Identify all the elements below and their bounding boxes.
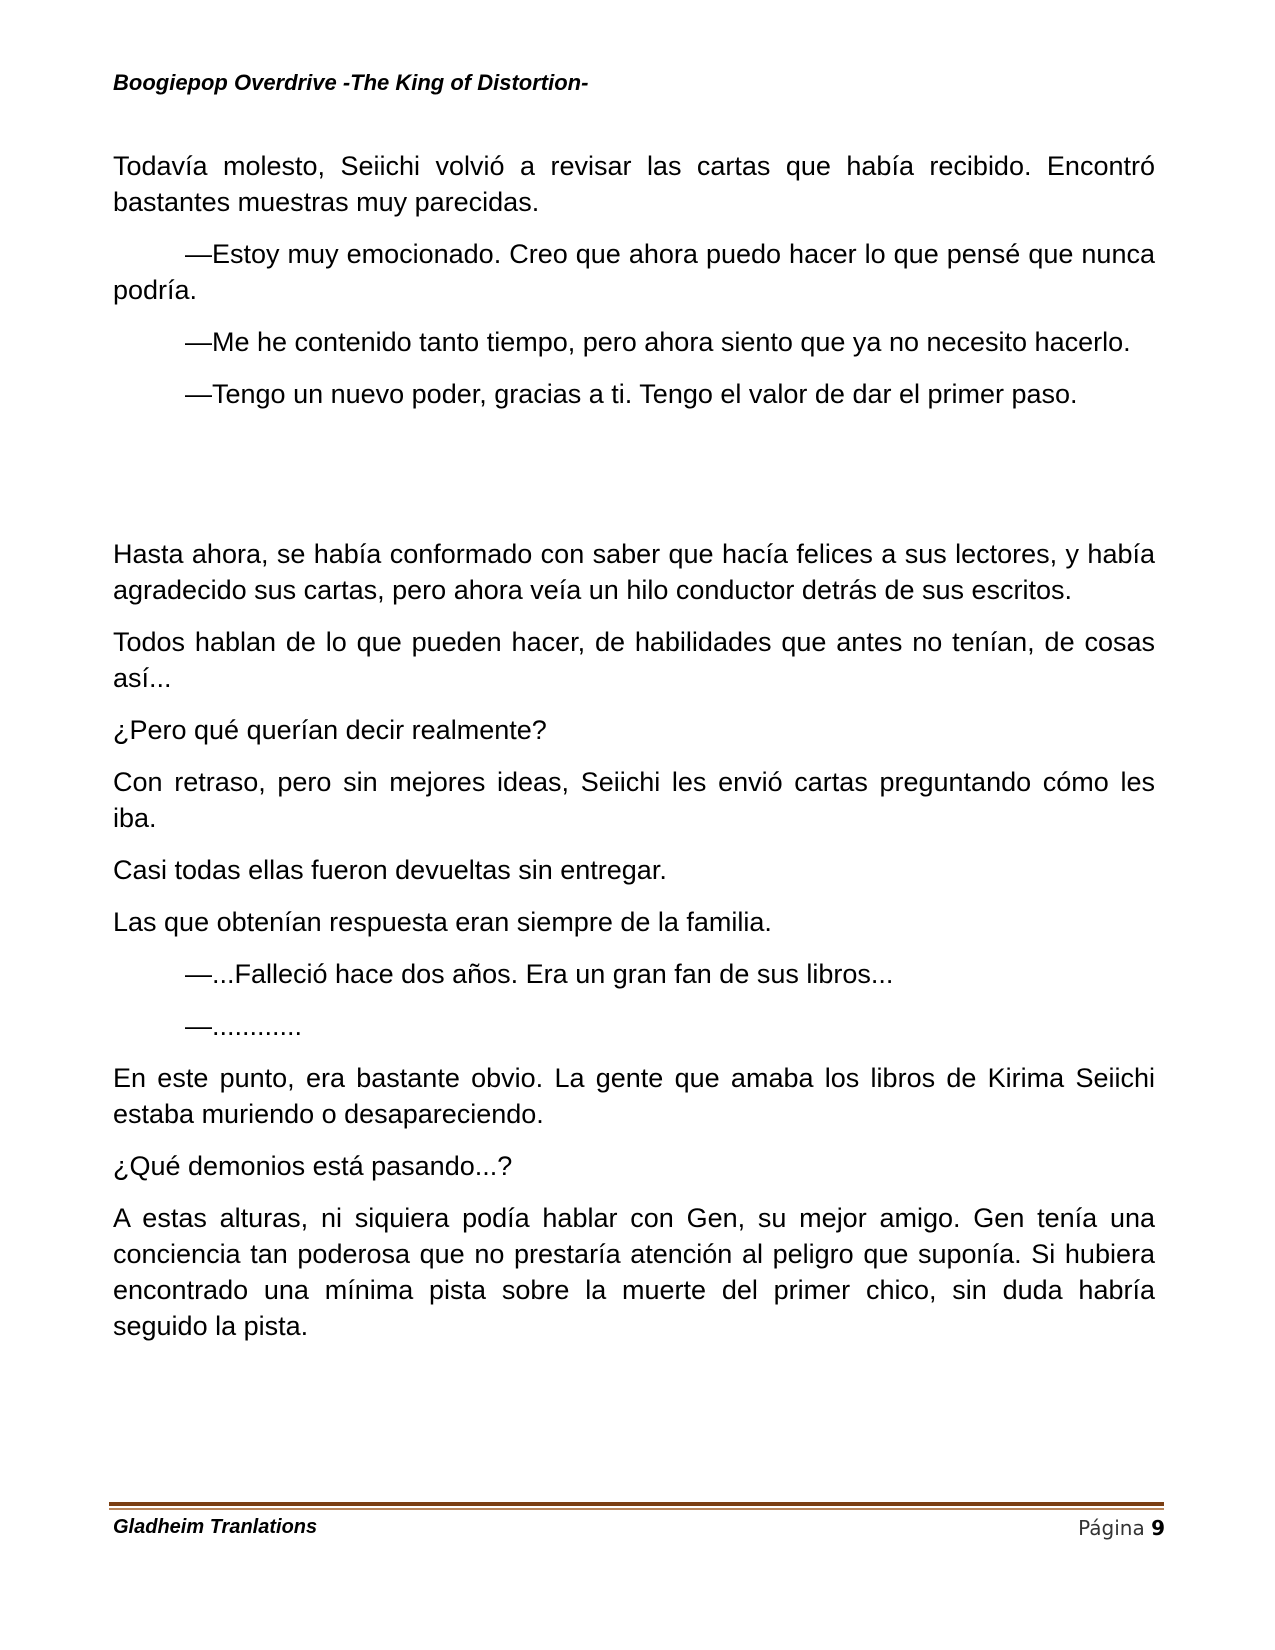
paragraph-13: En este punto, era bastante obvio. La gente que amaba los libros de Kirima Seiichi estaba muriendo o desapareciendo. (113, 1063, 1155, 1129)
section-break (113, 428, 1155, 536)
footer-rule-thin (109, 1508, 1164, 1510)
footer-rule (109, 1502, 1164, 1510)
dialogue-paragraph-4: —Tengo un nuevo poder, gracias a ti. Tengo el valor de dar el primer paso. (185, 379, 1078, 409)
dialogue-paragraph-2: —Estoy muy emocionado. Creo que ahora puedo hacer lo que pensé que nunca podría. (113, 239, 1155, 305)
paragraph-7: ¿Pero qué querían decir realmente? (113, 715, 547, 745)
footer-page-indicator (1078, 1516, 1165, 1540)
paragraph-8: Con retraso, pero sin mejores ideas, Seiichi les envió cartas preguntando cómo les iba. (113, 767, 1155, 833)
paragraph-14: ¿Qué demonios está pasando...? (113, 1151, 513, 1181)
footer-page-label: Página (1078, 1516, 1145, 1540)
paragraph-5: Hasta ahora, se había conformado con saber que hacía felices a sus lectores, y había agradecido sus cartas, pero ahora veía un hilo conductor detrás de sus escritos. (113, 539, 1155, 605)
dialogue-paragraph-12: —............ (185, 1011, 303, 1041)
dialogue-paragraph-11: —...Falleció hace dos años. Era un gran fan de sus libros... (185, 959, 894, 989)
footer-rule-thick (109, 1502, 1164, 1506)
running-header-title: Boogiepop Overdrive -The King of Distortion- (113, 70, 589, 95)
paragraph-6: Todos hablan de lo que pueden hacer, de habilidades que antes no tenían, de cosas así... (113, 627, 1155, 693)
paragraph-9: Casi todas ellas fueron devueltas sin entregar. (113, 855, 667, 885)
dialogue-paragraph-3: —Me he contenido tanto tiempo, pero ahora siento que ya no necesito hacerlo. (185, 327, 1131, 357)
body-text (113, 148, 1155, 1360)
paragraph-15: A estas alturas, ni siquiera podía hablar con Gen, su mejor amigo. Gen tenía una conciencia tan poderosa que no prestaría atención al peligro que suponía. Si hubiera encontrado una mínima pista sobre la muerte del primer chico, sin duda habría seguido la pista. (113, 1203, 1155, 1341)
footer-publisher: Gladheim Tranlations (113, 1516, 318, 1538)
paragraph-1: Todavía molesto, Seiichi volvió a revisar las cartas que había recibido. Encontró bastantes muestras muy parecidas. (113, 151, 1155, 217)
paragraph-10: Las que obtenían respuesta eran siempre de la familia. (113, 907, 772, 937)
footer-page-number: 9 (1151, 1516, 1165, 1540)
